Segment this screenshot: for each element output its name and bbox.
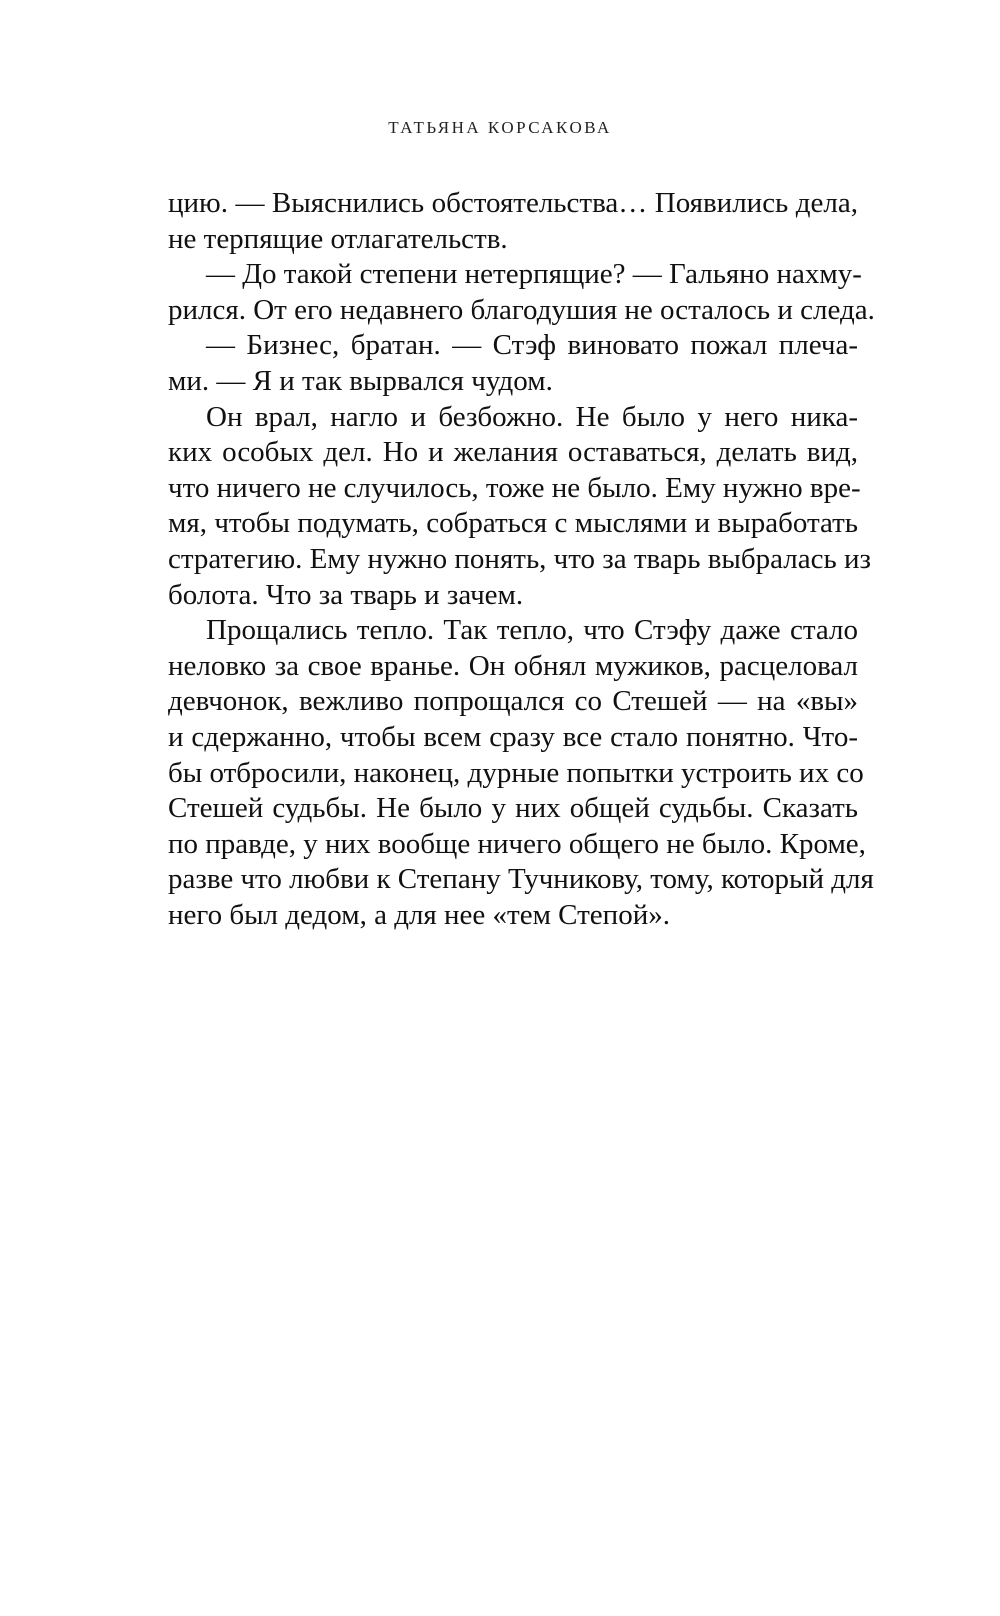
text-line: него был дедом, а для нее «тем Степой».: [168, 898, 670, 931]
text-line: ми. — Я и так вырвался чудом.: [168, 364, 553, 397]
text-line: Прощались тепло. Так тепло, что Стэфу даже стало: [206, 614, 858, 647]
text-line: болота. Что за тварь и зачем.: [168, 578, 524, 611]
text-line: что ничего не случилось, тоже не было. Ему нужно вре-: [168, 471, 861, 504]
text-line: не терпящие отлагательств.: [168, 222, 508, 255]
text-line: девчонок, вежливо попрощался со Стешей — на «вы»: [168, 685, 858, 718]
text-line: и сдержанно, чтобы всем сразу все стало понятно. Что-: [168, 720, 858, 753]
text-line: — До такой степени нетерпящие? — Гальяно нахму-: [206, 258, 862, 291]
text-line: рился. От его недавнего благодушия не осталось и следа.: [168, 293, 875, 326]
running-header-author: ТАТЬЯНА КОРСАКОВА: [388, 118, 612, 137]
text-line: неловко за свое вранье. Он обнял мужиков, расцеловал: [168, 649, 858, 682]
text-line: стратегию. Ему нужно понять, что за тварь выбралась из: [168, 542, 871, 575]
text-line: бы отбросили, наконец, дурные попытки устроить их со: [168, 756, 864, 789]
text-line: — Бизнес, братан. — Стэф виновато пожал плеча-: [206, 329, 858, 362]
text-line: ких особых дел. Но и желания оставаться, делать вид,: [168, 436, 858, 469]
text-line: мя, чтобы подумать, собраться с мыслями и выработать: [168, 507, 858, 540]
text-line: Он врал, нагло и безбожно. Не было у него ника-: [206, 400, 858, 433]
body-text: [168, 186, 875, 933]
text-line: Стешей судьбы. Не было у них общей судьбы. Сказать: [168, 792, 858, 825]
text-line: разве что любви к Степану Тучникову, тому, который для: [168, 863, 874, 896]
text-line: цию. — Выяснились обстоятельства… Появились дела,: [168, 187, 858, 219]
text-line: по правде, у них вообще ничего общего не было. Кроме,: [168, 827, 866, 860]
